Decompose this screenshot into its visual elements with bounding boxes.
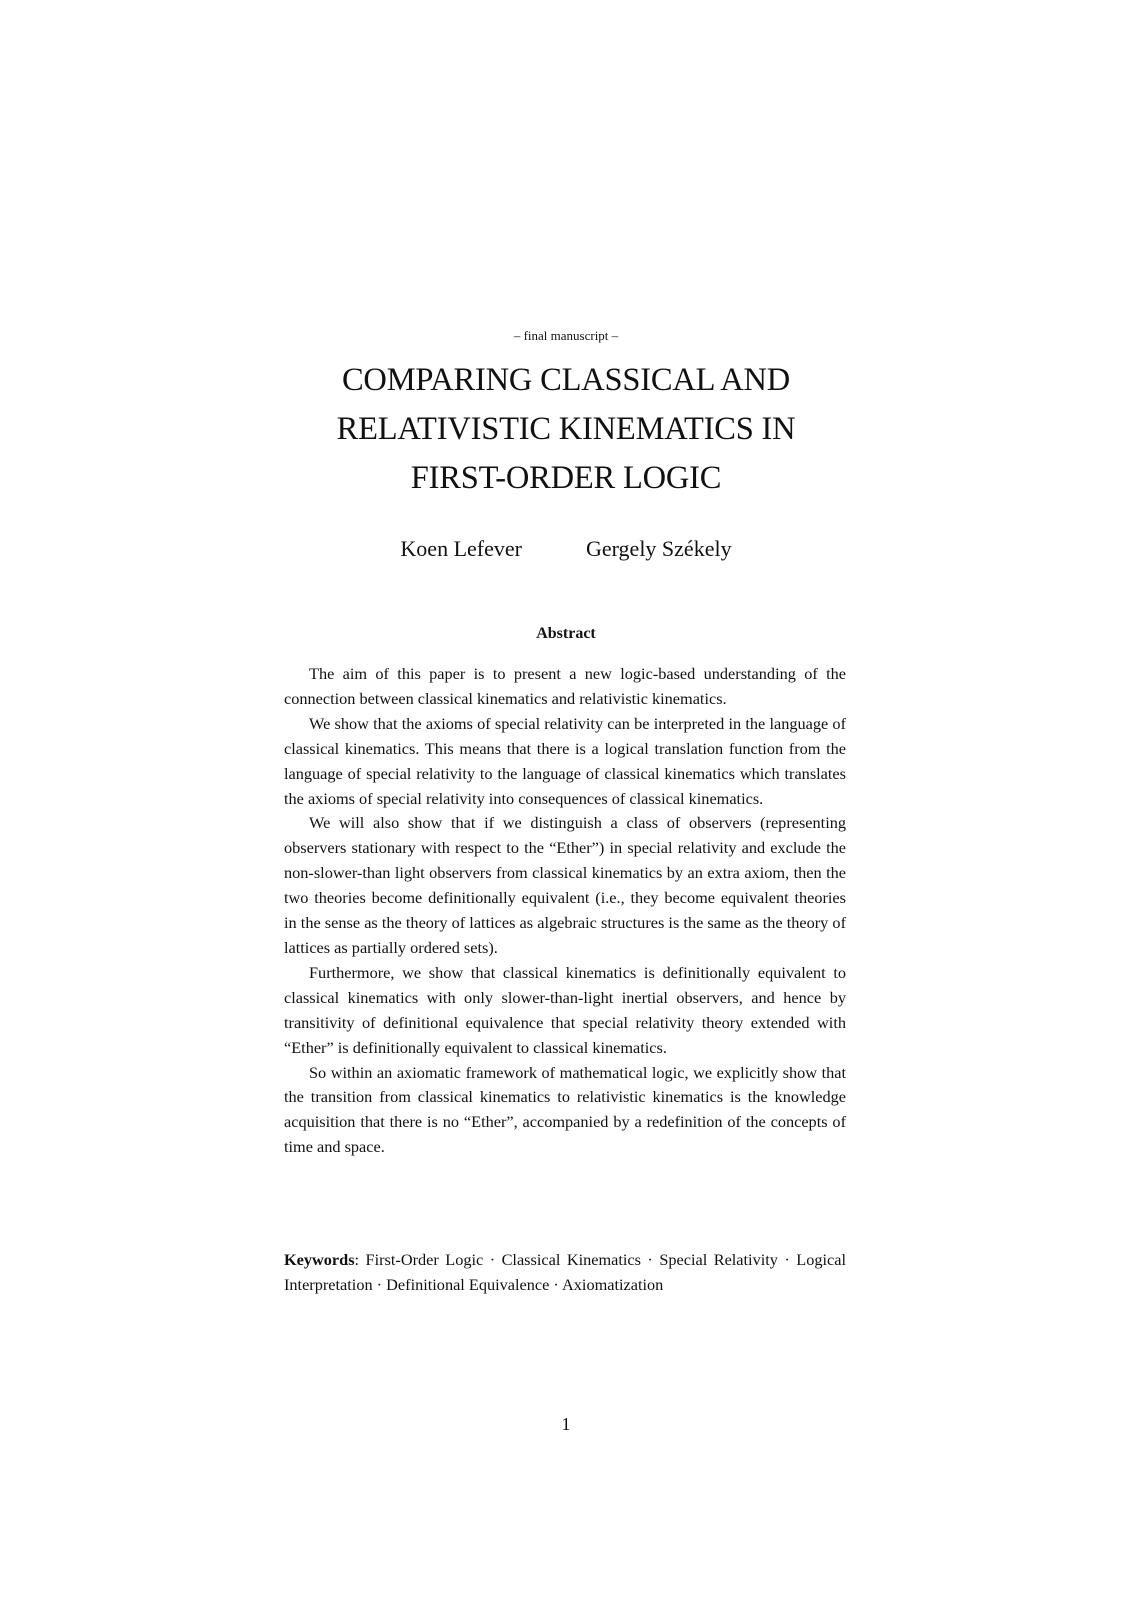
title-line: COMPARING CLASSICAL AND [341, 362, 791, 398]
abstract-paragraph: So within an axiomatic framework of mathematical logic, we explicitly show that the transition from classical kinematics to relativistic kinematics is the knowledge acquisition that there is no “Ether”, accompanied by a redefinition of the concepts of time and space. [284, 1062, 846, 1157]
abstract-paragraph: We show that the axioms of special relativity can be interpreted in the language of classical kinematics. This means that there is a logical translation function from the language of special relativity to the language of classical kinematics which translates the axioms of special relativity into consequences of classical kinematics. [284, 713, 846, 808]
abstract-body [284, 662, 846, 1160]
author-list [0, 535, 1132, 563]
abstract-paragraph: Furthermore, we show that classical kinematics is definitionally equivalent to classical kinematics with only slower-than-light inertial observers, and hence by transitivity of definitional equivalence that special relativity theory extended with “Ether” is definitionally equivalent to classical kinematics. [284, 962, 846, 1057]
author-name: Koen Lefever [400, 536, 522, 561]
manuscript-note: – final manuscript – [513, 328, 619, 343]
paper-title [266, 356, 866, 503]
author-name: Gergely Székely [585, 536, 732, 561]
title-line: RELATIVISTIC KINEMATICS IN [336, 411, 796, 447]
abstract-paragraph: We will also show that if we distinguish a class of observers (representing observers stationary with respect to the “Ether”) in special relativity and exclude the non-slower-than light observers from classical kinematics by an extra axiom, then the two theories become definitionally equivalent (i.e., they become equivalent theories in the sense as the theory of lattices as algebraic structures is the same as the theory of lattices as partially ordered sets). [284, 813, 846, 957]
keywords-label: Keywords [284, 1250, 355, 1269]
keywords [284, 1248, 846, 1298]
abstract-paragraph: The aim of this paper is to present a new logic-based understanding of the connection between classical kinematics and relativistic kinematics. [284, 664, 846, 708]
abstract-heading: Abstract [536, 625, 596, 642]
keywords-list: : First-Order Logic · Classical Kinematics · Special Relativity · Logical Interpretation · Definitional Equivalence · Axiomatization [284, 1250, 846, 1294]
title-line: FIRST-ORDER LOGIC [410, 460, 722, 496]
page-number: 1 [561, 1414, 571, 1434]
